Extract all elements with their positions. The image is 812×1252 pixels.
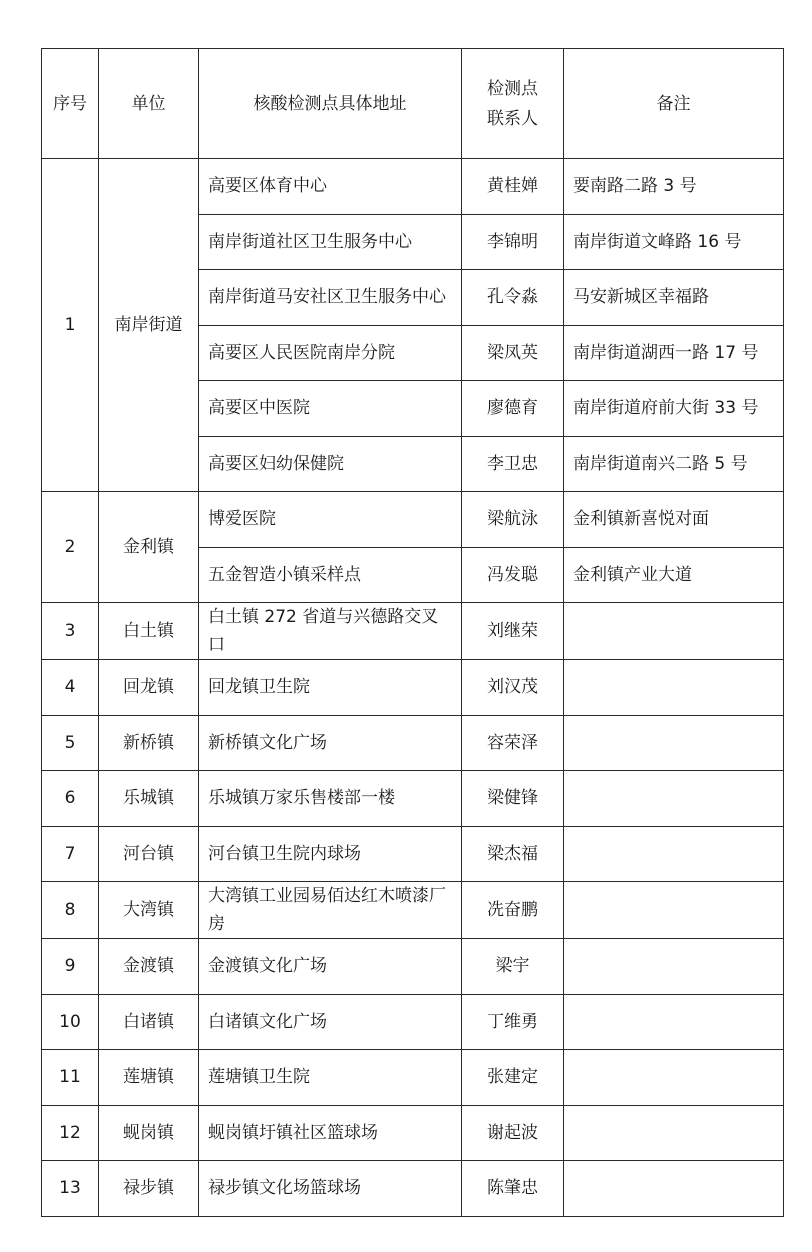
cell-note xyxy=(564,660,784,716)
header-unit: 单位 xyxy=(99,49,199,159)
header-note: 备注 xyxy=(564,49,784,159)
cell-unit: 新桥镇 xyxy=(99,715,199,771)
header-address: 核酸检测点具体地址 xyxy=(199,49,462,159)
cell-address: 南岸街道马安社区卫生服务中心 xyxy=(199,270,462,326)
cell-unit: 金利镇 xyxy=(99,492,199,603)
cell-address: 金渡镇文化广场 xyxy=(199,939,462,995)
cell-unit: 回龙镇 xyxy=(99,660,199,716)
cell-no: 6 xyxy=(42,771,99,827)
cell-note: 南岸街道府前大街 33 号 xyxy=(564,381,784,437)
cell-contact: 梁宇 xyxy=(462,939,564,995)
cell-contact: 刘汉茂 xyxy=(462,660,564,716)
cell-no: 3 xyxy=(42,603,99,660)
table-row xyxy=(42,1105,784,1161)
cell-note xyxy=(564,939,784,995)
table-row xyxy=(42,159,784,215)
cell-contact: 梁航泳 xyxy=(462,492,564,548)
cell-address: 新桥镇文化广场 xyxy=(199,715,462,771)
cell-address: 五金智造小镇采样点 xyxy=(199,547,462,603)
cell-unit: 白诸镇 xyxy=(99,994,199,1050)
cell-note xyxy=(564,771,784,827)
table-row xyxy=(42,492,784,548)
cell-no: 2 xyxy=(42,492,99,603)
cell-note: 南岸街道文峰路 16 号 xyxy=(564,214,784,270)
cell-note: 要南路二路 3 号 xyxy=(564,159,784,215)
cell-contact: 谢起波 xyxy=(462,1105,564,1161)
cell-note xyxy=(564,1105,784,1161)
cell-address: 高要区人民医院南岸分院 xyxy=(199,325,462,381)
cell-unit: 乐城镇 xyxy=(99,771,199,827)
cell-unit: 蚬岗镇 xyxy=(99,1105,199,1161)
cell-unit: 莲塘镇 xyxy=(99,1050,199,1106)
table-body xyxy=(42,159,784,1217)
cell-no: 5 xyxy=(42,715,99,771)
cell-address: 白土镇 272 省道与兴德路交叉口 xyxy=(199,603,462,660)
cell-contact: 孔令淼 xyxy=(462,270,564,326)
cell-contact: 黄桂婵 xyxy=(462,159,564,215)
cell-address: 回龙镇卫生院 xyxy=(199,660,462,716)
cell-contact: 李锦明 xyxy=(462,214,564,270)
testing-sites-table xyxy=(41,48,784,1217)
cell-address: 河台镇卫生院内球场 xyxy=(199,826,462,882)
cell-address: 博爱医院 xyxy=(199,492,462,548)
cell-note: 金利镇新喜悦对面 xyxy=(564,492,784,548)
cell-no: 12 xyxy=(42,1105,99,1161)
cell-contact: 梁凤英 xyxy=(462,325,564,381)
cell-address: 莲塘镇卫生院 xyxy=(199,1050,462,1106)
cell-note xyxy=(564,882,784,939)
header-contact: 检测点 联系人 xyxy=(462,49,564,159)
cell-no: 1 xyxy=(42,159,99,492)
cell-address: 高要区体育中心 xyxy=(199,159,462,215)
cell-unit: 金渡镇 xyxy=(99,939,199,995)
cell-address: 禄步镇文化场篮球场 xyxy=(199,1161,462,1217)
cell-contact: 丁维勇 xyxy=(462,994,564,1050)
cell-address: 白诸镇文化广场 xyxy=(199,994,462,1050)
cell-contact: 容荣泽 xyxy=(462,715,564,771)
cell-no: 4 xyxy=(42,660,99,716)
cell-unit: 河台镇 xyxy=(99,826,199,882)
table-row xyxy=(42,660,784,716)
cell-contact: 刘继荣 xyxy=(462,603,564,660)
cell-contact: 梁健锋 xyxy=(462,771,564,827)
cell-note: 金利镇产业大道 xyxy=(564,547,784,603)
cell-no: 9 xyxy=(42,939,99,995)
cell-address: 高要区中医院 xyxy=(199,381,462,437)
cell-address: 大湾镇工业园易佰达红木喷漆厂房 xyxy=(199,882,462,939)
cell-contact: 廖德育 xyxy=(462,381,564,437)
cell-unit: 大湾镇 xyxy=(99,882,199,939)
cell-address: 高要区妇幼保健院 xyxy=(199,436,462,492)
cell-note xyxy=(564,603,784,660)
cell-contact: 冼奋鹏 xyxy=(462,882,564,939)
table-row xyxy=(42,994,784,1050)
cell-contact: 陈肇忠 xyxy=(462,1161,564,1217)
testing-sites-sheet xyxy=(41,48,783,1217)
table-row xyxy=(42,715,784,771)
header-row xyxy=(42,49,784,159)
cell-unit: 白土镇 xyxy=(99,603,199,660)
table-header xyxy=(42,49,784,159)
cell-note: 南岸街道湖西一路 17 号 xyxy=(564,325,784,381)
cell-no: 8 xyxy=(42,882,99,939)
cell-note xyxy=(564,994,784,1050)
cell-no: 11 xyxy=(42,1050,99,1106)
table-row xyxy=(42,771,784,827)
table-row xyxy=(42,882,784,939)
cell-no: 10 xyxy=(42,994,99,1050)
cell-no: 7 xyxy=(42,826,99,882)
cell-note xyxy=(564,715,784,771)
cell-note xyxy=(564,1050,784,1106)
table-row xyxy=(42,1050,784,1106)
cell-address: 乐城镇万家乐售楼部一楼 xyxy=(199,771,462,827)
cell-contact: 李卫忠 xyxy=(462,436,564,492)
cell-note xyxy=(564,826,784,882)
cell-address: 南岸街道社区卫生服务中心 xyxy=(199,214,462,270)
table-row xyxy=(42,603,784,660)
cell-contact: 张建定 xyxy=(462,1050,564,1106)
cell-address: 蚬岗镇圩镇社区篮球场 xyxy=(199,1105,462,1161)
cell-unit: 禄步镇 xyxy=(99,1161,199,1217)
cell-no: 13 xyxy=(42,1161,99,1217)
cell-note xyxy=(564,1161,784,1217)
table-row xyxy=(42,826,784,882)
header-no: 序号 xyxy=(42,49,99,159)
cell-contact: 梁杰福 xyxy=(462,826,564,882)
cell-note: 马安新城区幸福路 xyxy=(564,270,784,326)
cell-note: 南岸街道南兴二路 5 号 xyxy=(564,436,784,492)
table-row xyxy=(42,1161,784,1217)
table-row xyxy=(42,939,784,995)
cell-contact: 冯发聪 xyxy=(462,547,564,603)
cell-unit: 南岸街道 xyxy=(99,159,199,492)
